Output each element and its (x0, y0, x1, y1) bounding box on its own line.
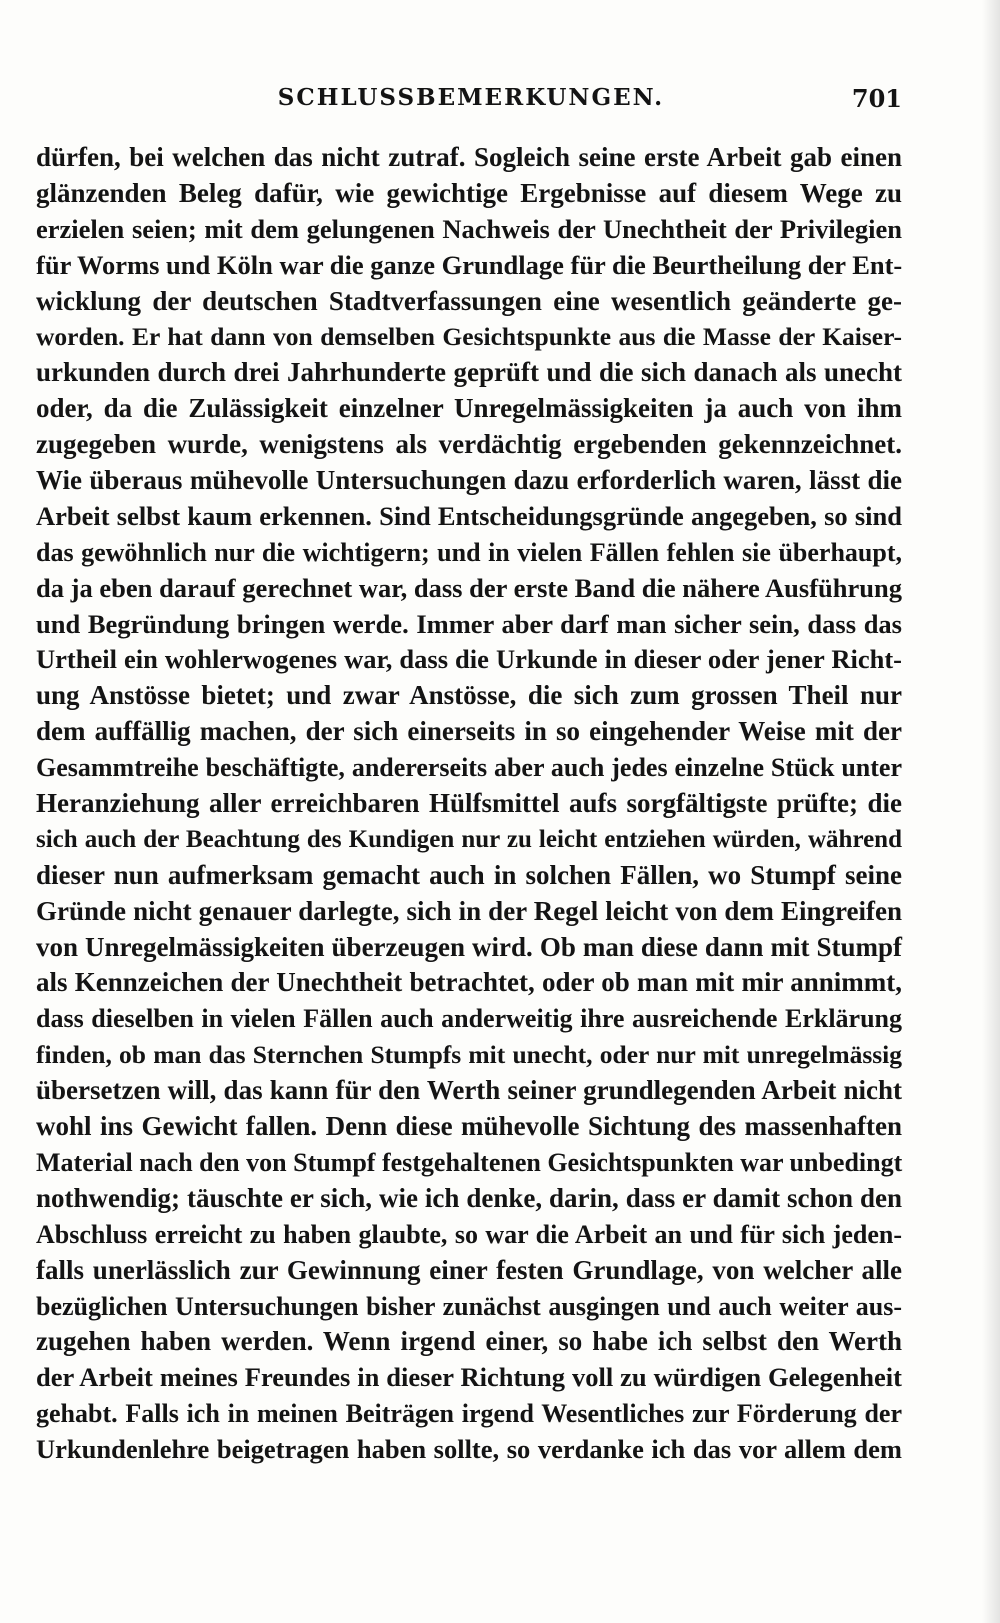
text-line: sich auch der Beachtung des Kundigen nur zu leicht entziehen würden, während (36, 825, 902, 853)
text-line: erzielen seien; mit dem gelungenen Nachweis der Unechtheit der Privilegien (36, 213, 902, 244)
text-line: dass dieselben in vielen Fällen auch anderweitig ihre ausreichende Erklärung (36, 1004, 902, 1034)
text-line: dem auffällig machen, der sich einerseits in so eingehender Weise mit der (36, 716, 902, 747)
scan-shadow-edge (982, 0, 1000, 1623)
page-header (40, 84, 902, 120)
text-line: glänzenden Beleg dafür, wie gewichtige Ergebnisse auf diesem Wege zu (36, 177, 902, 208)
text-line: Material nach den von Stumpf festgehaltenen Gesichtspunkten war unbedingt (36, 1147, 903, 1177)
text-line: als Kennzeichen der Unechtheit betrachtet, oder ob man mit mir annimmt, (36, 967, 902, 998)
text-line: bezüglichen Untersuchungen bisher zunächst ausgingen und auch weiter aus- (36, 1291, 902, 1321)
text-line: oder, da die Zulässigkeit einzelner Unregelmässigkeiten ja auch von ihm (36, 393, 902, 424)
text-line: da ja eben darauf gerechnet war, dass der erste Band die nähere Ausführung (36, 572, 902, 603)
text-line: Arbeit selbst kaum erkennen. Sind Entscheidungsgründe angegeben, so sind (36, 500, 902, 531)
text-line: das gewöhnlich nur die wichtigern; und in vielen Fällen fehlen sie überhaupt, (36, 537, 902, 567)
text-line: finden, ob man das Sternchen Stumpfs mit unecht, oder nur mit unregelmässig (36, 1040, 902, 1070)
text-line: für Worms und Köln war die ganze Grundlage für die Beurtheilung der Ent- (36, 249, 903, 280)
text-line: dürfen, bei welchen das nicht zutraf. Sogleich seine erste Arbeit gab einen (36, 142, 902, 172)
text-line: Gründe nicht genauer darlegte, sich in der Regel leicht von dem Eingreifen (36, 895, 902, 926)
text-line: übersetzen will, das kann für den Werth seiner grundlegenden Arbeit nicht (36, 1075, 902, 1106)
text-line: Heranziehung aller erreichbaren Hülfsmittel aufs sorgfältigste prüfte; die (36, 788, 902, 819)
text-line: Abschluss erreicht zu haben glaubte, so war die Arbeit an und für sich jeden- (36, 1219, 902, 1249)
text-line: von Unregelmässigkeiten überzeugen wird. Ob man diese dann mit Stumpf (36, 931, 902, 962)
text-line: zugegeben wurde, wenigstens als verdächtig ergebenden gekennzeichnet. (36, 429, 902, 460)
text-line: falls unerlässlich zur Gewinnung einer festen Grundlage, von welcher alle (36, 1254, 902, 1285)
text-line: gehabt. Falls ich in meinen Beiträgen irgend Wesentliches zur Förderung der (36, 1399, 902, 1429)
running-title: SCHLUSSBEMERKUNGEN. (277, 84, 665, 111)
page-number: 701 (851, 84, 902, 113)
text-line: Urtheil ein wohlerwogenes war, dass die Urkunde in dieser oder jener Richt- (36, 644, 902, 675)
text-line: dieser nun aufmerksam gemacht auch in solchen Fällen, wo Stumpf seine (36, 859, 902, 890)
text-line: worden. Er hat dann von demselben Gesichtspunkte aus die Masse der Kaiser- (36, 322, 902, 352)
text-line: nothwendig; täuschte er sich, wie ich denke, darin, dass er damit schon den (36, 1182, 902, 1213)
text-line: ung Anstösse bietet; und zwar Anstösse, die sich zum grossen Theil nur (36, 680, 902, 711)
text-line: der Arbeit meines Freundes in dieser Richtung voll zu würdigen Gelegenheit (36, 1362, 902, 1393)
text-line: zugehen haben werden. Wenn irgend einer, so habe ich selbst den Werth (36, 1326, 902, 1357)
text-line: Wie überaus mühevolle Untersuchungen dazu erforderlich waren, lässt die (36, 465, 902, 496)
text-line: wohl ins Gewicht fallen. Denn diese mühevolle Sichtung des massenhaften (36, 1111, 902, 1142)
body-text (36, 140, 902, 1468)
text-line: wicklung der deutschen Stadtverfassungen eine wesentlich geänderte ge- (36, 285, 902, 316)
text-line: Gesammtreihe beschäftigte, andererseits aber auch jedes einzelne Stück unter (36, 753, 902, 783)
text-line: Urkundenlehre beigetragen haben sollte, so verdanke ich das vor allem dem (36, 1434, 902, 1465)
text-line: und Begründung bringen werde. Immer aber darf man sicher sein, dass das (36, 608, 902, 639)
text-line: urkunden durch drei Jahrhunderte geprüft und die sich danach als unecht (36, 357, 902, 388)
